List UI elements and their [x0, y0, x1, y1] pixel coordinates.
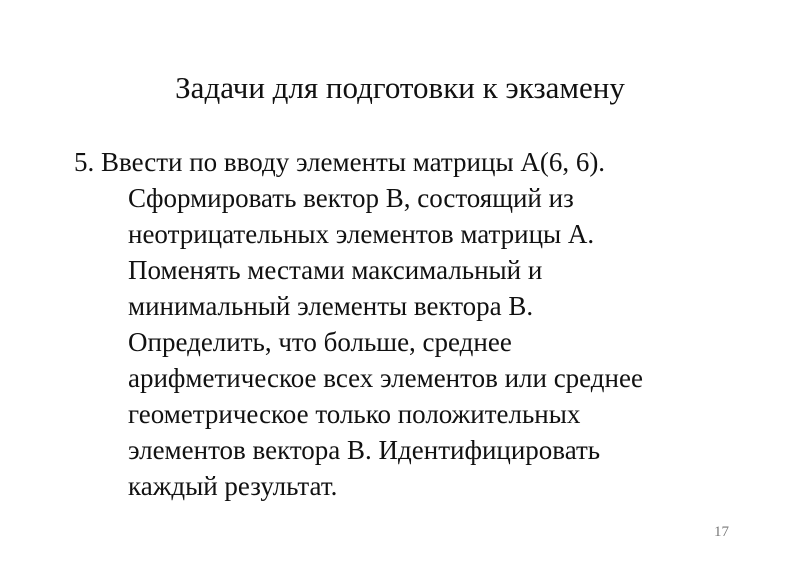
slide-title: Задачи для подготовки к экзамену — [175, 70, 625, 105]
task-line-3: неотрицательных элементов матрицы A. — [128, 219, 595, 249]
task-line-9: элементов вектора B. Идентифицировать — [128, 435, 601, 465]
task-line-2: Сформировать вектор B, состоящий из — [128, 183, 574, 213]
task-line-5: минимальный элементы вектора B. — [128, 291, 534, 321]
task-line-8: геометрическое только положительных — [128, 399, 581, 429]
task-line-1: 5. Ввести по вводу элементы матрицы A(6, 6). — [74, 147, 606, 177]
task-line-7: арифметическое всех элементов или среднее — [128, 363, 643, 393]
task-line-4: Поменять местами максимальный и — [128, 255, 543, 285]
task-line-6: Определить, что больше, среднее — [128, 327, 512, 357]
page-number: 17 — [714, 524, 729, 540]
task-line-10: каждый результат. — [128, 471, 338, 501]
